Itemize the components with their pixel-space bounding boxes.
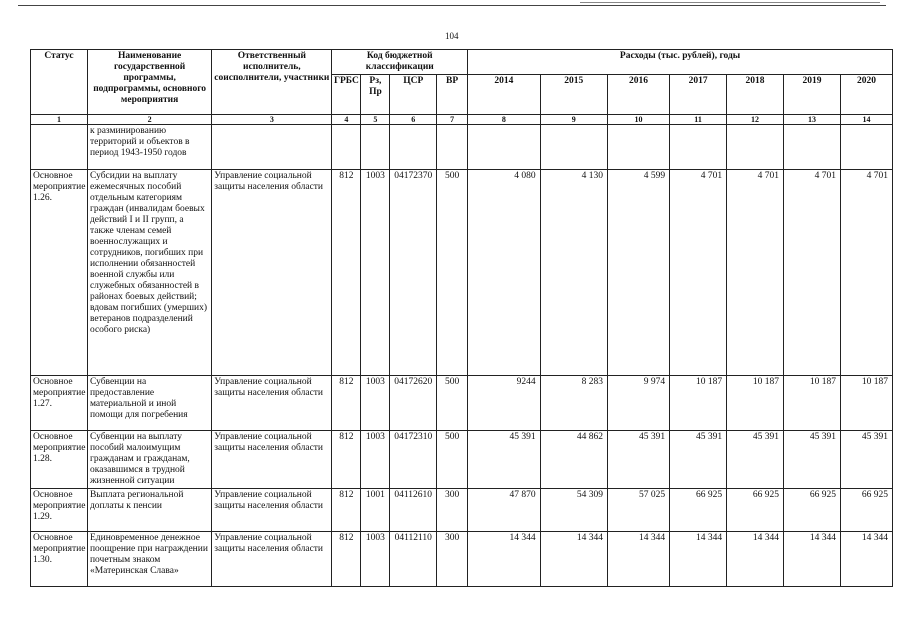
cell-empty [332, 125, 361, 170]
cell-grbs: 812 [332, 170, 361, 376]
cell-value: 4 701 [727, 170, 784, 376]
cell-name: Выплата региональной доплаты к пенсии [87, 489, 211, 532]
table-row [31, 431, 893, 489]
header-vr: ВР [437, 75, 468, 115]
cell-rzpr: 1003 [361, 431, 390, 489]
col-number: 11 [670, 115, 727, 125]
cell-value: 8 283 [540, 376, 607, 431]
cell-status: Основное мероприятие 1.29. [31, 489, 88, 532]
cell-vr: 500 [437, 376, 468, 431]
col-number: 9 [540, 115, 607, 125]
cell-grbs: 812 [332, 532, 361, 587]
cell-executor [212, 125, 332, 170]
cell-empty [607, 125, 669, 170]
header-row-1 [31, 50, 893, 75]
cell-executor: Управление социальной защиты населения области [212, 532, 332, 587]
cell-value: 45 391 [841, 431, 893, 489]
cell-value: 10 187 [727, 376, 784, 431]
cell-name: к разминированию территорий и объектов в период 1943-1950 годов [87, 125, 211, 170]
cell-value: 54 309 [540, 489, 607, 532]
header-rzpr: Рз, Пр [361, 75, 390, 115]
cell-name: Субвенции на выплату пособий малоимущим гражданам и гражданам, оказавшимся в трудной жизненной ситуации [87, 431, 211, 489]
col-number: 6 [390, 115, 437, 125]
col-number: 10 [607, 115, 669, 125]
header-budget-code: Код бюджетной классификации [332, 50, 468, 75]
cell-empty [468, 125, 541, 170]
table-row [31, 489, 893, 532]
cell-value: 66 925 [784, 489, 841, 532]
cell-csr: 04172370 [390, 170, 437, 376]
cell-name: Единовременное денежное поощрение при награждении почетным знаком «Материнская Слава» [87, 532, 211, 587]
cell-empty [437, 125, 468, 170]
cell-value: 66 925 [841, 489, 893, 532]
col-number: 8 [468, 115, 541, 125]
col-number: 13 [784, 115, 841, 125]
cell-value: 9 974 [607, 376, 669, 431]
cell-status: Основное мероприятие 1.30. [31, 532, 88, 587]
cell-empty [390, 125, 437, 170]
header-expenses: Расходы (тыс. рублей), годы [468, 50, 893, 75]
top-rule [18, 5, 886, 6]
cell-value: 45 391 [784, 431, 841, 489]
header-year: 2015 [540, 75, 607, 115]
col-number: 5 [361, 115, 390, 125]
cell-empty [361, 125, 390, 170]
col-number: 1 [31, 115, 88, 125]
cell-rzpr: 1003 [361, 376, 390, 431]
header-grbs: ГРБС [332, 75, 361, 115]
cell-value: 10 187 [841, 376, 893, 431]
table-row-continuation [31, 125, 893, 170]
cell-grbs: 812 [332, 376, 361, 431]
cell-value: 14 344 [540, 532, 607, 587]
cell-value: 14 344 [670, 532, 727, 587]
col-number: 7 [437, 115, 468, 125]
header-executor: Ответственный исполнитель, соисполнители, участники [212, 50, 332, 115]
header-year: 2019 [784, 75, 841, 115]
cell-value: 10 187 [784, 376, 841, 431]
cell-rzpr: 1003 [361, 170, 390, 376]
header-year: 2017 [670, 75, 727, 115]
cell-value: 57 025 [607, 489, 669, 532]
col-number: 12 [727, 115, 784, 125]
cell-value: 45 391 [670, 431, 727, 489]
cell-empty [540, 125, 607, 170]
cell-executor: Управление социальной защиты населения области [212, 376, 332, 431]
cell-value: 14 344 [841, 532, 893, 587]
cell-empty [841, 125, 893, 170]
col-number: 14 [841, 115, 893, 125]
cell-value: 4 130 [540, 170, 607, 376]
cell-value: 14 344 [468, 532, 541, 587]
col-number: 3 [212, 115, 332, 125]
page-number: 104 [445, 31, 459, 41]
header-year: 2014 [468, 75, 541, 115]
cell-executor: Управление социальной защиты населения области [212, 431, 332, 489]
cell-value: 4 701 [670, 170, 727, 376]
cell-empty [727, 125, 784, 170]
header-status: Статус [31, 50, 88, 115]
table-row [31, 532, 893, 587]
cell-value: 47 870 [468, 489, 541, 532]
cell-csr: 04172620 [390, 376, 437, 431]
table-row [31, 376, 893, 431]
cell-value: 14 344 [727, 532, 784, 587]
cell-value: 4 701 [841, 170, 893, 376]
cell-vr: 300 [437, 532, 468, 587]
cell-status: Основное мероприятие 1.27. [31, 376, 88, 431]
header-csr: ЦСР [390, 75, 437, 115]
cell-rzpr: 1001 [361, 489, 390, 532]
cell-value: 45 391 [607, 431, 669, 489]
col-number: 2 [87, 115, 211, 125]
cell-value: 44 862 [540, 431, 607, 489]
cell-value: 4 701 [784, 170, 841, 376]
cell-vr: 500 [437, 431, 468, 489]
cell-value: 4 599 [607, 170, 669, 376]
cell-empty [784, 125, 841, 170]
header-year: 2020 [841, 75, 893, 115]
header-year: 2016 [607, 75, 669, 115]
cell-value: 66 925 [727, 489, 784, 532]
cell-csr: 04112610 [390, 489, 437, 532]
cell-name: Субвенции на предоставление материальной и иной помощи для погребения [87, 376, 211, 431]
cell-vr: 300 [437, 489, 468, 532]
col-number: 4 [332, 115, 361, 125]
cell-status [31, 125, 88, 170]
header-name: Наименование государственной программы, подпрограммы, основного мероприятия [87, 50, 211, 115]
cell-value: 66 925 [670, 489, 727, 532]
cell-value: 9244 [468, 376, 541, 431]
cell-rzpr: 1003 [361, 532, 390, 587]
cell-grbs: 812 [332, 489, 361, 532]
cell-value: 10 187 [670, 376, 727, 431]
cell-csr: 04172310 [390, 431, 437, 489]
budget-table [30, 49, 893, 587]
top-rule-secondary [580, 2, 880, 3]
cell-empty [670, 125, 727, 170]
cell-value: 45 391 [727, 431, 784, 489]
cell-value: 4 080 [468, 170, 541, 376]
table-row [31, 170, 893, 376]
cell-csr: 04112110 [390, 532, 437, 587]
cell-status: Основное мероприятие 1.28. [31, 431, 88, 489]
column-number-row [31, 115, 893, 125]
cell-name: Субсидии на выплату ежемесячных пособий отдельным категориям граждан (инвалидам боевых действий I и II групп, а также членам семей военнослужащих и сотрудников, погибших при исполнении обязанностей военной службы или служебных обязанностей в районах боевых действий; вдовам погибших (умерших) ветеранов подразделений особого риска) [87, 170, 211, 376]
cell-vr: 500 [437, 170, 468, 376]
cell-value: 14 344 [784, 532, 841, 587]
cell-executor: Управление социальной защиты населения области [212, 170, 332, 376]
cell-value: 14 344 [607, 532, 669, 587]
cell-grbs: 812 [332, 431, 361, 489]
cell-status: Основное мероприятие 1.26. [31, 170, 88, 376]
cell-executor: Управление социальной защиты населения области [212, 489, 332, 532]
cell-value: 45 391 [468, 431, 541, 489]
header-year: 2018 [727, 75, 784, 115]
